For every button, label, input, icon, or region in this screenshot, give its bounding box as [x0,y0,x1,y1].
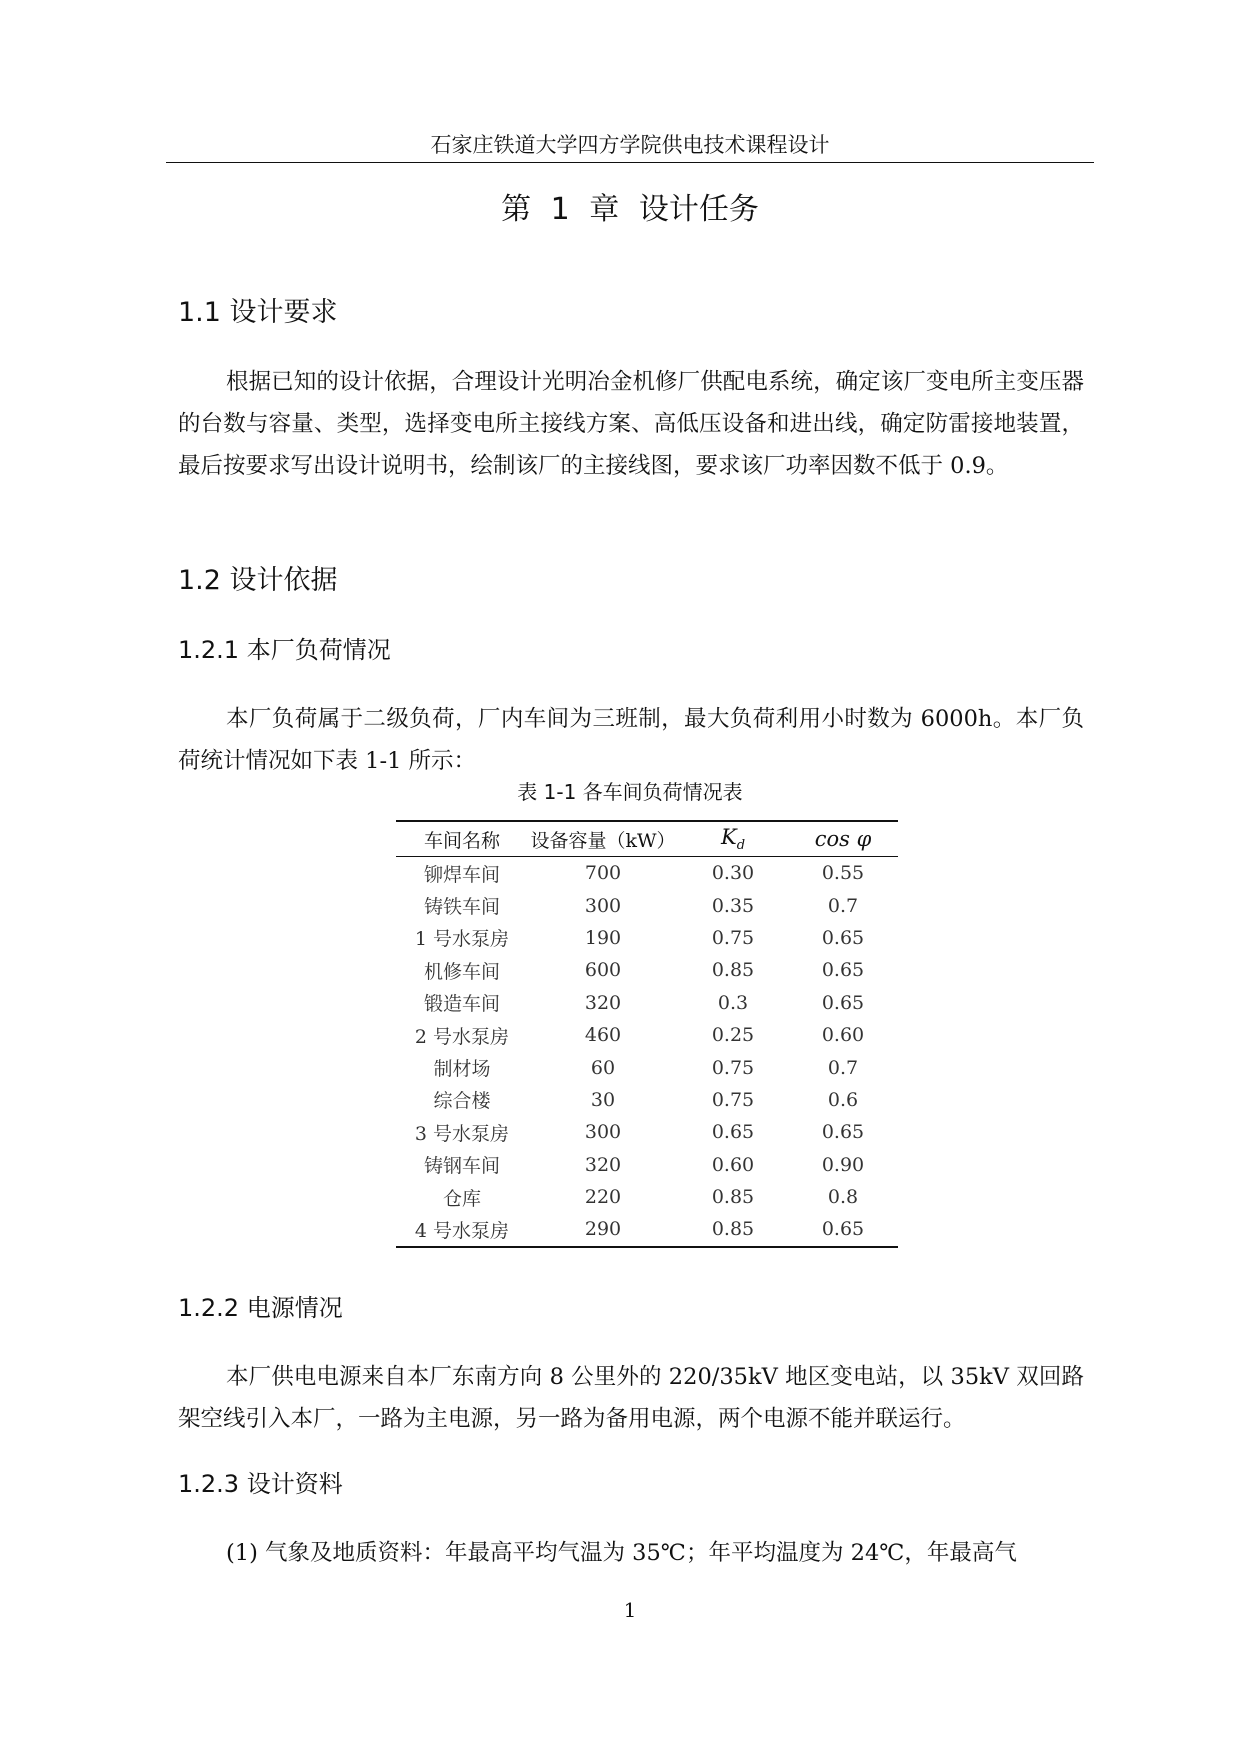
table-row [396,987,898,1019]
cell-kd: 0.75 [711,1056,755,1079]
cell-cos: 0.60 [821,1024,865,1047]
cos-symbol: cos φ [814,827,872,851]
cell-capacity: 220 [584,1186,622,1209]
paragraph-plant-load: 本厂负荷属于二级负荷，厂内车间为三班制，最大负荷利用小时数为 6000h。本厂负荷统计情况如下表 1-1 所示： [178,706,1084,774]
cell-kd: 0.75 [711,1088,755,1111]
cell-capacity: 320 [584,1153,622,1176]
cell-capacity: 600 [584,959,622,982]
col-header-name: 车间名称 [396,821,528,857]
col-header-kd [678,821,788,857]
cell-name: 综合楼 [433,1090,491,1113]
cell-kd: 0.75 [711,926,755,949]
table-row [396,922,898,954]
col-header-capacity: 设备容量（kW） [528,821,678,857]
cell-capacity: 300 [584,1121,622,1144]
load-table [396,820,898,1248]
table-header-row [396,821,898,857]
cell-capacity: 30 [590,1088,616,1111]
cell-name: 铸钢车间 [423,1155,500,1178]
cell-cos: 0.6 [827,1088,859,1111]
cell-cos: 0.8 [827,1186,859,1209]
cell-name: 锻造车间 [423,993,500,1016]
cell-kd: 0.25 [711,1024,755,1047]
cell-name: 制材场 [433,1058,491,1081]
table-row [396,1116,898,1148]
cell-name: 铸铁车间 [423,896,500,919]
table-row [396,1051,898,1083]
subsection-heading-1-2-3: 1.2.3 设计资料 [178,1470,343,1498]
chapter-title: 第 1 章 设计任务 [501,192,759,227]
cell-capacity: 190 [584,926,622,949]
cell-cos: 0.65 [821,991,865,1014]
cell-kd: 0.65 [711,1121,755,1144]
header-rule [166,162,1094,163]
cell-cos: 0.55 [821,862,865,885]
cell-kd: 0.35 [711,894,755,917]
cell-cos: 0.65 [821,1218,865,1241]
cell-name: 1 号水泵房 [414,928,510,951]
section-heading-1-2: 1.2 设计依据 [178,565,338,596]
cell-kd: 0.30 [711,862,755,885]
page-number: 1 [623,1598,637,1622]
cell-capacity: 700 [584,862,622,885]
table-row [396,1149,898,1181]
subsection-heading-1-2-1: 1.2.1 本厂负荷情况 [178,636,391,664]
table-row [396,1181,898,1213]
cell-capacity: 460 [584,1024,622,1047]
cell-cos: 0.65 [821,1121,865,1144]
cell-name: 3 号水泵房 [414,1122,510,1145]
cell-cos: 0.7 [827,894,859,917]
kd-subscript: d [736,837,746,853]
table-caption: 表 1-1 各车间负荷情况表 [517,780,743,804]
paragraph-design-requirements: 根据已知的设计依据，合理设计光明冶金机修厂供配电系统，确定该厂变电所主变压器的台数与容量、类型，选择变电所主接线方案、高低压设备和进出线，确定防雷接地装置，最后按要求写出设计说明书，绘制该厂的主接线图，要求该厂功率因数不低于 0.9。 [178,369,1084,479]
cell-cos: 0.65 [821,959,865,982]
paragraph-design-data: (1) 气象及地质资料：年最高平均气温为 35℃；年平均温度为 24℃，年最高气 [226,1540,1017,1566]
table-row [396,1213,898,1246]
cell-kd: 0.85 [711,959,755,982]
cell-kd: 0.85 [711,1218,755,1241]
cell-capacity: 300 [584,894,622,917]
subsection-heading-1-2-2: 1.2.2 电源情况 [178,1294,343,1322]
cell-name: 2 号水泵房 [414,1025,510,1048]
cell-kd: 0.60 [711,1153,755,1176]
paragraph-power-source: 本厂供电电源来自本厂东南方向 8 公里外的 220/35kV 地区变电站，以 35kV 双回路架空线引入本厂，一路为主电源，另一路为备用电源，两个电源不能并联运行。 [178,1364,1084,1432]
cell-capacity: 60 [590,1056,616,1079]
cell-cos: 0.90 [821,1153,865,1176]
cell-kd: 0.3 [717,991,749,1014]
cell-name: 仓库 [442,1187,481,1210]
table-row [396,857,898,890]
col-header-cos [788,821,898,857]
kd-symbol: K [720,825,737,850]
cell-kd: 0.85 [711,1186,755,1209]
cell-name: 机修车间 [423,960,500,983]
table-row [396,889,898,921]
cell-name: 4 号水泵房 [414,1219,510,1242]
table-row [396,1084,898,1116]
table-row [396,1019,898,1051]
cell-cos: 0.7 [827,1056,859,1079]
table-row [396,954,898,986]
cell-cos: 0.65 [821,926,865,949]
section-heading-1-1: 1.1 设计要求 [178,297,338,328]
cell-name: 铆焊车间 [423,863,500,886]
cell-capacity: 290 [584,1218,622,1241]
cell-capacity: 320 [584,991,622,1014]
page-header: 石家庄铁道大学四方学院供电技术课程设计 [430,133,830,157]
